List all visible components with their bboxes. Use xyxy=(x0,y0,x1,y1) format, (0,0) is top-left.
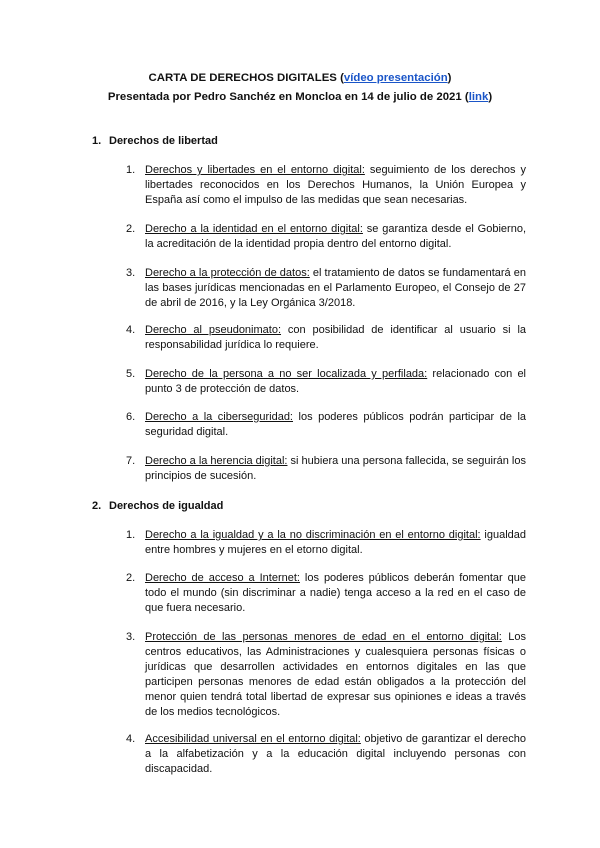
list-item xyxy=(126,454,526,484)
list-item xyxy=(126,528,526,558)
item-number: 4. xyxy=(126,733,136,745)
item-text: Los centros educativos, las Administraciones y cualesquiera personas físicas o jurídicas que desarrollen actividades en entornos digitales en las que participen personas menores de edad están obligados a la protección del menor quien tendrá total libertad de expresar sus opiniones e ideas a través de los medios tecnológicos. xyxy=(145,631,526,718)
section-title: Derechos de libertad xyxy=(109,135,218,147)
item-term: Protección de las personas menores de edad en el entorno digital: xyxy=(145,631,502,643)
item-number: 2. xyxy=(126,223,136,235)
section-heading xyxy=(92,499,532,514)
item-text: igualdad entre hombres y mujeres en el etorno digital. xyxy=(145,529,526,556)
item-text: los poderes públicos podrán participar de la seguridad digital. xyxy=(145,411,527,438)
item-number: 6. xyxy=(126,411,136,423)
item-text: el tratamiento de datos se fundamentará en las bases jurídicas mencionadas en el Parlamento Europeo, el Consejo de 27 de abril de 2016, y la Ley Orgánica 3/2018. xyxy=(145,267,526,309)
item-number: 4. xyxy=(126,324,136,336)
video-presentation-link[interactable]: vídeo presentación xyxy=(343,72,448,84)
section-heading xyxy=(92,134,532,149)
subtitle-paren-open: ( xyxy=(464,91,469,103)
item-term: Derecho a la herencia digital: xyxy=(145,455,288,467)
list-item xyxy=(126,266,526,311)
item-term: Derecho al pseudonimato: xyxy=(145,324,282,336)
item-number: 3. xyxy=(126,267,136,279)
document-header xyxy=(0,70,600,105)
item-number: 1. xyxy=(126,164,136,176)
list-item xyxy=(126,367,527,397)
title-paren-open: ( xyxy=(340,72,344,84)
document-subtitle xyxy=(0,89,600,105)
item-text: con posibilidad de identificar al usuario si la responsabilidad jurídica lo requiere. xyxy=(145,324,527,351)
item-number: 3. xyxy=(126,631,136,643)
item-term: Derecho de la persona a no ser localizada y perfilada: xyxy=(145,368,428,380)
section-title: Derechos de igualdad xyxy=(109,500,224,512)
item-number: 1. xyxy=(126,529,136,541)
item-text: se garantiza desde el Gobierno, la acreditación de la identidad propia dentro del entorno digital. xyxy=(145,223,526,250)
item-term: Derecho a la igualdad y a la no discriminación en el entorno digital: xyxy=(145,529,481,541)
list-item xyxy=(126,732,526,777)
item-term: Derecho de acceso a Internet: xyxy=(145,572,300,584)
list-item xyxy=(126,630,526,720)
item-text: relacionado con el punto 3 de protección de datos. xyxy=(145,368,527,395)
title-paren-close: ) xyxy=(447,72,452,84)
item-term: Derecho a la protección de datos: xyxy=(145,267,310,279)
item-number: 5. xyxy=(126,368,136,380)
item-term: Derecho a la ciberseguridad: xyxy=(145,411,293,423)
list-item xyxy=(126,571,526,616)
item-number: 7. xyxy=(126,455,136,467)
list-item xyxy=(126,222,526,252)
item-text: los poderes públicos deberán fomentar que todo el mundo (sin discriminar a nadie) tenga acceso a la red en el caso de que fuera necesario. xyxy=(145,572,526,614)
subtitle-text: Presentada por Pedro Sanchéz en Moncloa en 14 de julio de 2021 xyxy=(107,91,462,103)
section-number: 1. xyxy=(92,135,102,147)
subtitle-paren-close: ) xyxy=(488,91,493,103)
item-term: Accesibilidad universal en el entorno digital: xyxy=(145,733,361,745)
item-text: seguimiento de los derechos y libertades reconocidos en los Derechos Humanos, la Unión Europea y España así como el impulso de las medidas que sean necesarias. xyxy=(145,164,526,206)
item-term: Derecho a la identidad en el entorno digital: xyxy=(145,223,363,235)
list-item xyxy=(126,323,527,353)
section-derechos-igualdad xyxy=(92,499,532,514)
source-link[interactable]: link xyxy=(468,91,489,103)
section-number: 2. xyxy=(92,500,102,512)
item-term: Derechos y libertades en el entorno digital: xyxy=(145,164,365,176)
title-text: CARTA DE DERECHOS DIGITALES xyxy=(148,72,337,84)
section-derechos-libertad xyxy=(92,134,532,149)
list-item xyxy=(126,410,527,440)
document-title xyxy=(0,70,600,86)
list-item xyxy=(126,163,526,208)
item-text: si hubiera una persona fallecida, se seguirán los principios de sucesión. xyxy=(145,455,526,482)
item-text: objetivo de garantizar el derecho a la alfabetización y a la educación digital incluyendo personas con discapacidad. xyxy=(145,733,526,775)
item-number: 2. xyxy=(126,572,136,584)
